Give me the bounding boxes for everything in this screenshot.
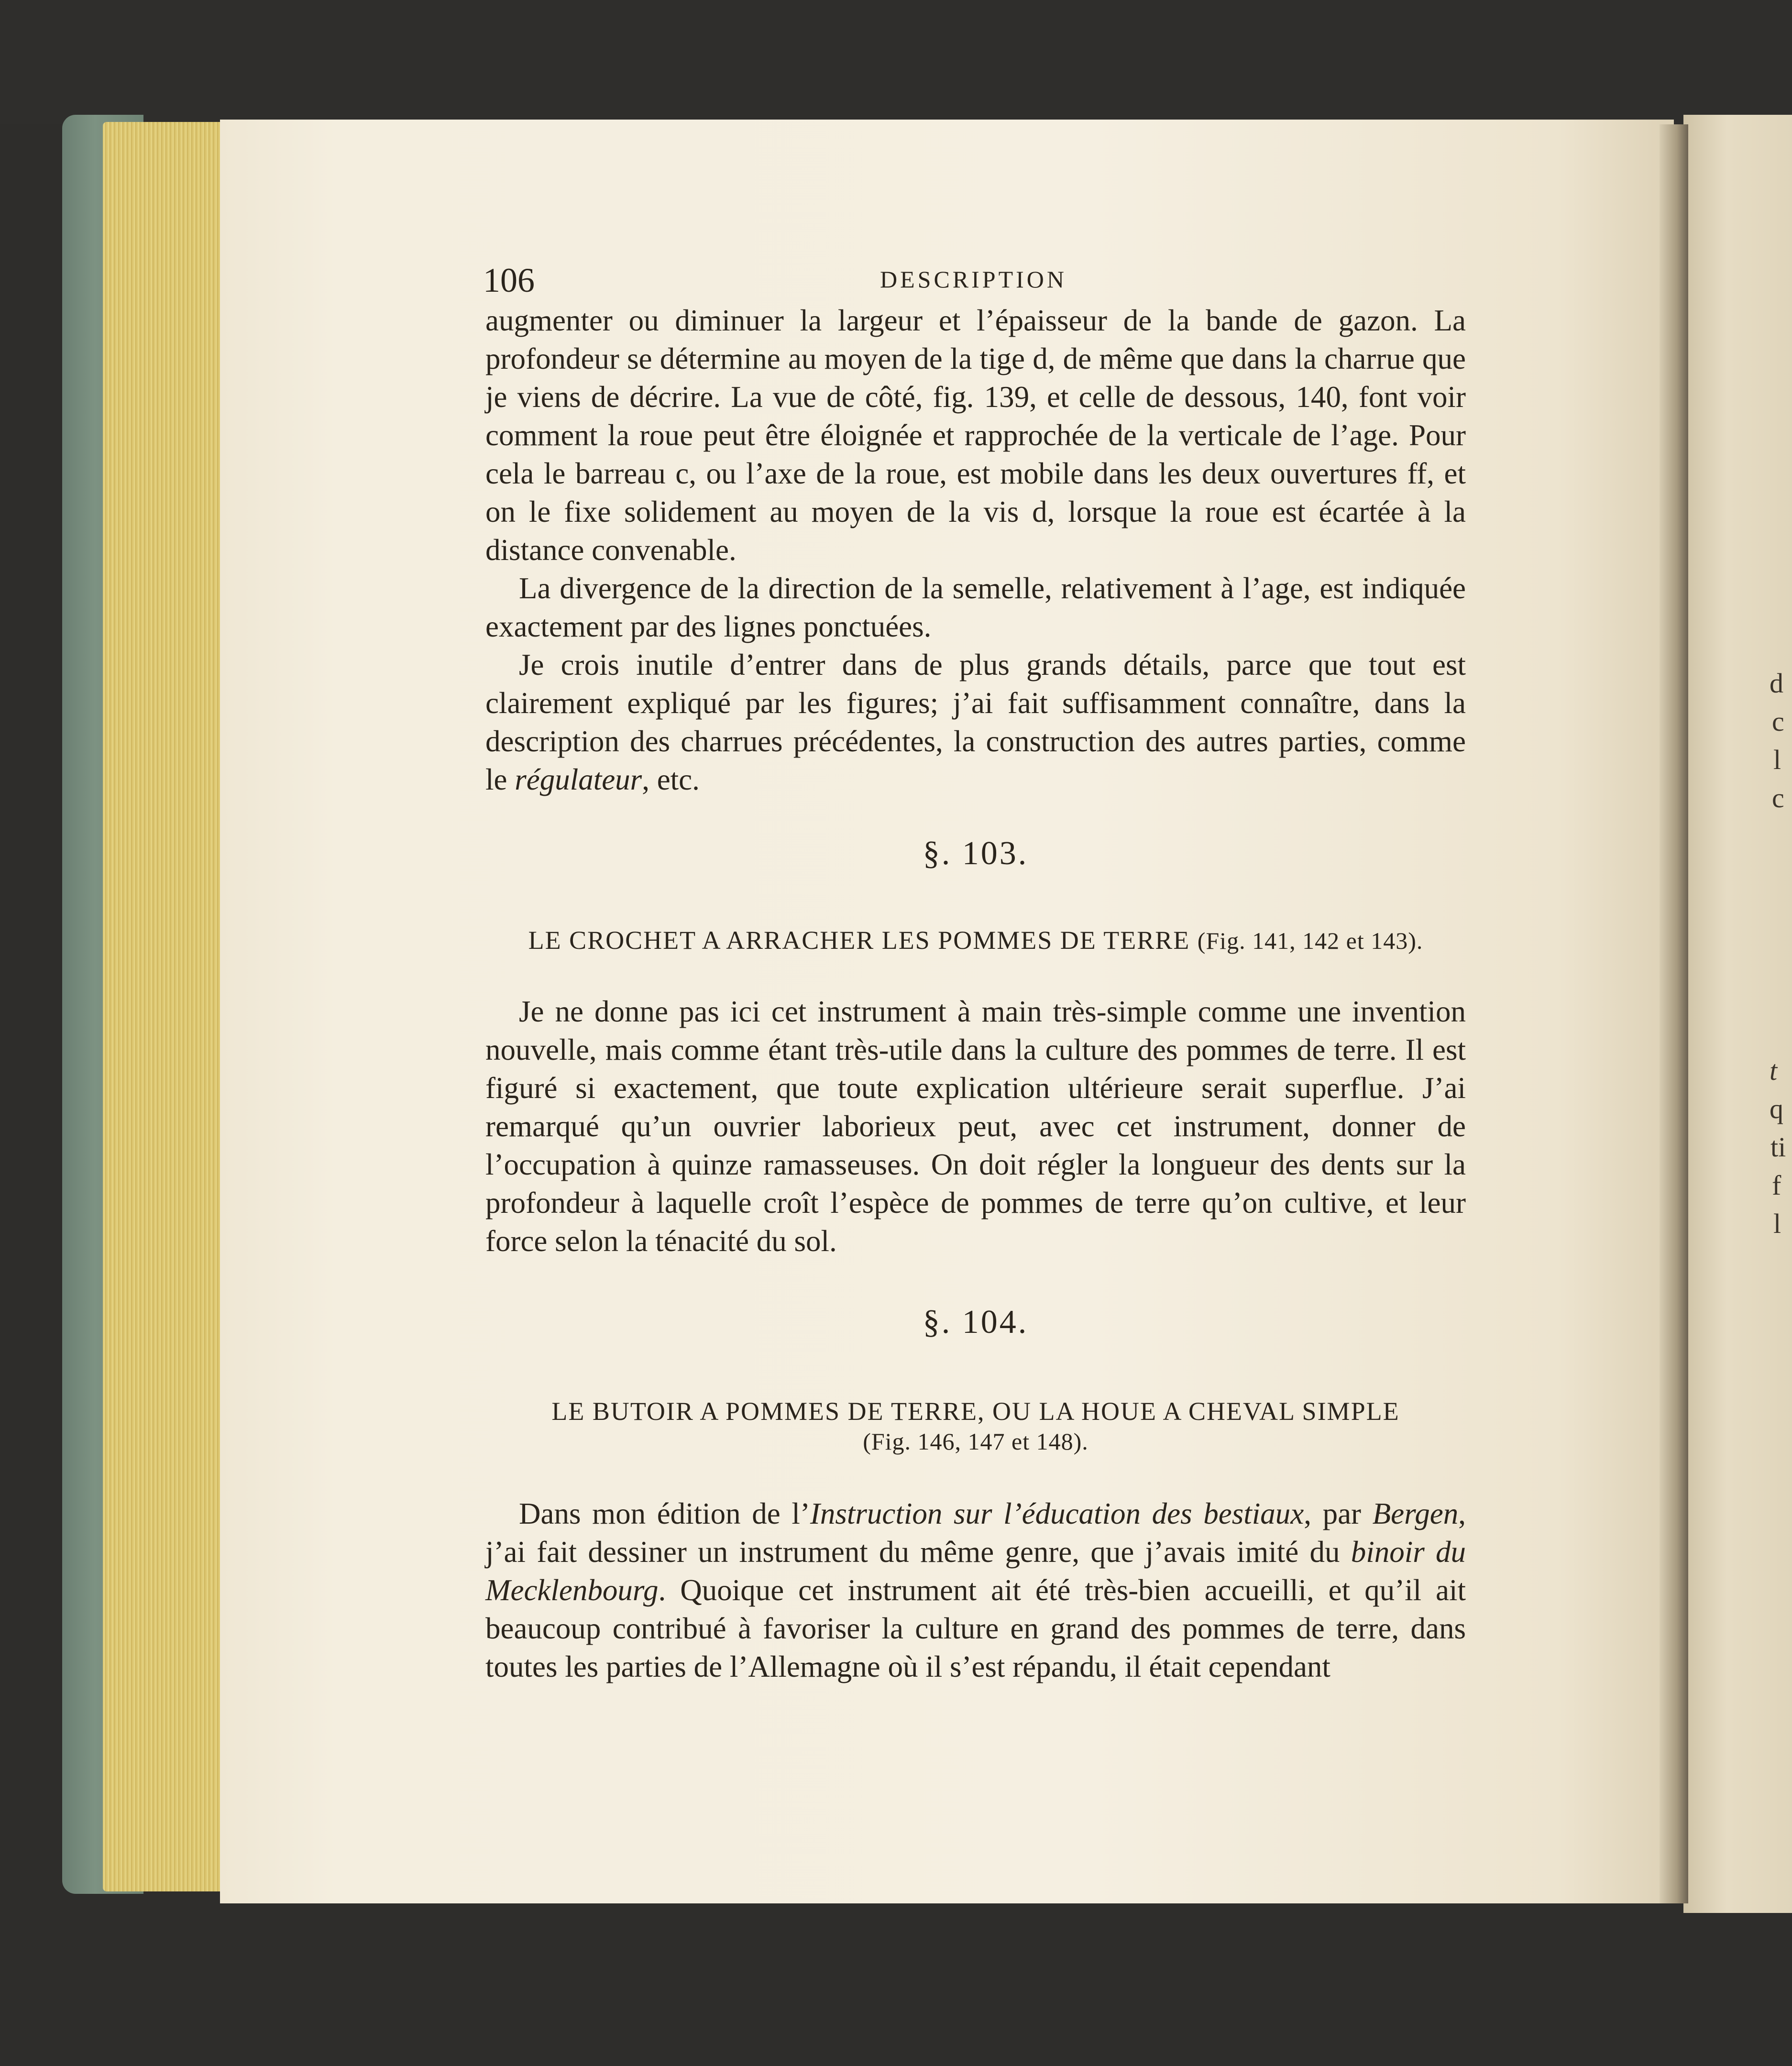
facing-page-fragment: t: [1770, 1055, 1778, 1086]
paragraph: augmenter ou diminuer la largeur et l’épaisseur de la bande de gazon. La profondeur se détermine au moyen de la tige d, de même que dans la charrue que je viens de décrire. La vue de côté, fig. 139, et celle de dessous, 140, font voir comment la roue peut être éloignée et rapprochée de la verticale de l’age. Pour cela le barreau c, ou l’axe de la roue, est mobile dans les deux ouvertures ff, et on le fixe solidement au moyen de la vis d, lorsque la roue est écartée à la distance convenable.: [485, 304, 1466, 567]
section-title: LE BUTOIR A POMMES DE TERRE, OU LA HOUE A CHEVAL SIMPLE: [551, 1397, 1400, 1426]
section-number: §. 104.: [923, 1304, 1029, 1341]
facing-page-fragment: ti: [1770, 1132, 1786, 1163]
text-block-1: [485, 301, 1466, 799]
facing-page-fragment: c: [1772, 706, 1784, 737]
section-title: LE CROCHET A ARRACHER LES POMMES DE TERRE (Fig. 141, 142 et 143).: [528, 926, 1423, 955]
facing-page-fragment: c: [1772, 782, 1784, 813]
text-block-2: [485, 992, 1466, 1260]
text-block-3: [485, 1495, 1466, 1686]
facing-page-fragment: f: [1772, 1170, 1781, 1201]
facing-page-fragment: d: [1770, 668, 1783, 699]
background: [0, 0, 1792, 124]
facing-page-fragment: l: [1773, 744, 1781, 775]
facing-page: [1683, 115, 1792, 1913]
page-header: [483, 261, 1468, 304]
paragraph: Dans mon édition de l’Instruction sur l’éducation des bestiaux, par Bergen, j’ai fait dessiner un instrument du même genre, que j’avais imité du binoir du Mecklenbourg. Quoique cet instrument ait été très-bien accueilli, et qu’il ait beaucoup contribué à favoriser la culture en grand des pommes de terre, dans toutes les parties de l’Allemagne où il s’est répandu, il était cependant: [485, 1497, 1466, 1683]
section-number: §. 103.: [923, 835, 1029, 872]
page-edges: [103, 122, 222, 1891]
running-head: DESCRIPTION: [880, 266, 1067, 293]
facing-page-fragment: q: [1770, 1093, 1783, 1124]
page-number: 106: [483, 261, 535, 299]
paragraph: La divergence de la direction de la semelle, relativement à l’age, est indiquée exactement par des lignes ponctuées.: [485, 571, 1466, 643]
figure-reference: (Fig. 141, 142 et 143).: [1197, 927, 1423, 954]
figure-reference: (Fig. 146, 147 et 148).: [863, 1428, 1088, 1455]
page-gutter: [1660, 124, 1688, 1903]
paragraph: Je ne donne pas ici cet instrument à main très-simple comme une invention nouvelle, mais comme étant très-utile dans la culture des pommes de terre. Il est figuré si exactement, que toute explication ultérieure serait superflue. J’ai remarqué qu’un ouvrier laborieux peut, avec cet instrument, donner de l’occupation à quinze ramasseuses. On doit régler la longueur des dents sur la profondeur à laquelle croît l’espèce de pommes de terre qu’on cultive, et leur force selon la ténacité du sol.: [485, 995, 1466, 1258]
facing-page-fragment: l: [1773, 1208, 1781, 1239]
paragraph: Je crois inutile d’entrer dans de plus grands détails, parce que tout est clairement expliqué par les figures; j’ai fait suffisamment connaître, dans la description des charrues précédentes, la construction des autres parties, comme le régulateur, etc.: [485, 648, 1466, 796]
